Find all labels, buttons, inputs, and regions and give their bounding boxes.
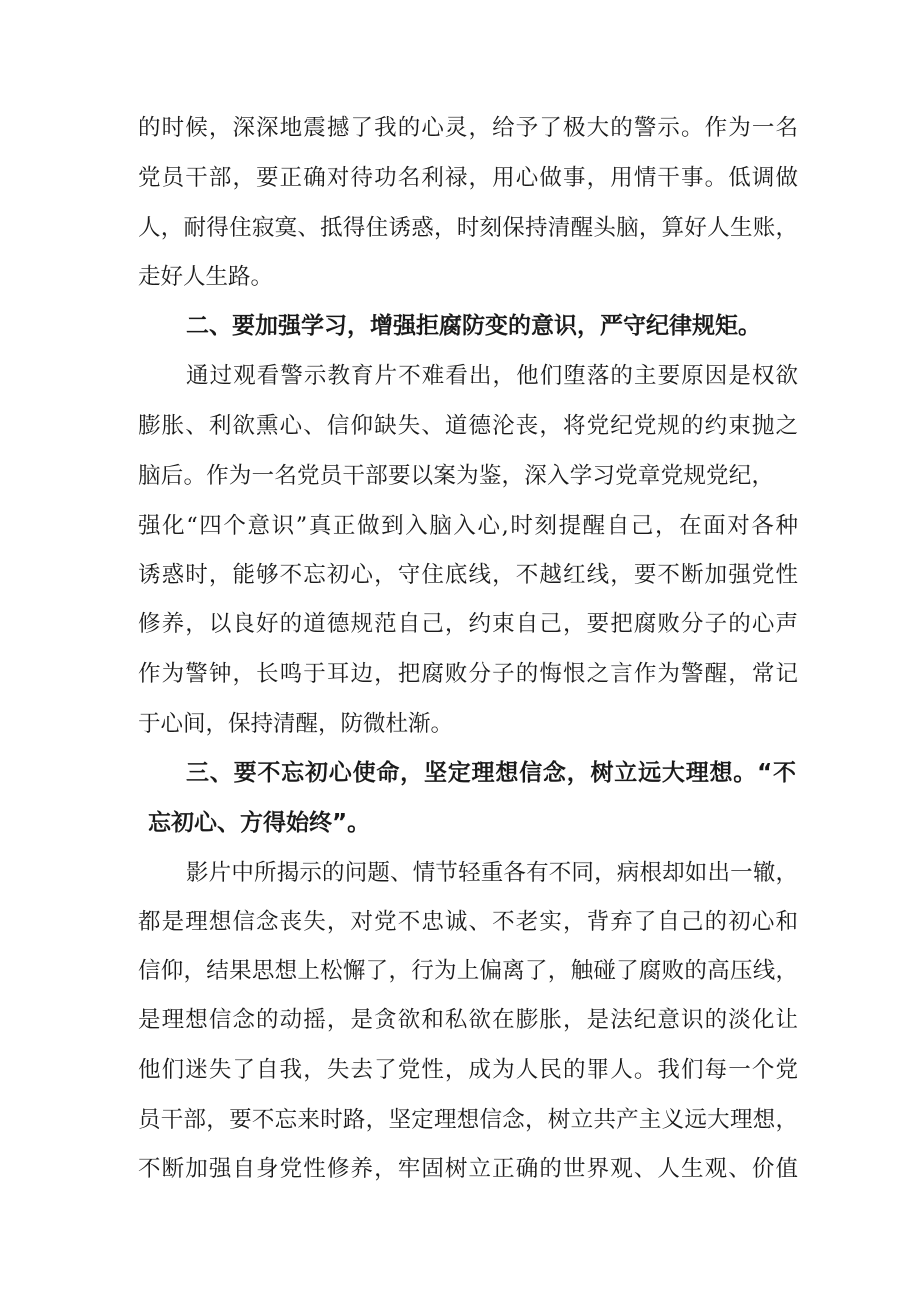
body-text-line: 膨胀、利欲熏心、信仰缺失、道德沦丧，将党纪党规的约束抛之 (138, 413, 798, 439)
body-text-line: 都是理想信念丧失，对党不忠诚、不老实，背弃了自己的初心和 (138, 909, 798, 935)
body-text-line: 人，耐得住寂寞、抵得住诱惑，时刻保持清醒头脑，算好人生账， (138, 215, 798, 241)
section-heading-3: 三、要不忘初心使命，坚定理想信念，树立远大理想。“不 (186, 760, 796, 786)
body-text-line: 员干部，要不忘来时路，坚定理想信念，树立共产主义远大理想， (138, 1107, 798, 1133)
body-text-line: 修养，以良好的道德规范自己，约束自己，要把腐败分子的心声 (138, 611, 798, 637)
body-text-line: 不断加强自身党性修养，牢固树立正确的世界观、人生观、价值 (138, 1156, 798, 1182)
body-text-line: 影片中所揭示的问题、情节轻重各有不同，病根却如出一辙， (186, 860, 798, 886)
body-text-line: 的时候，深深地震撼了我的心灵，给予了极大的警示。作为一名 (138, 115, 798, 141)
body-text-line: 于心间，保持清醒，防微杜渐。 (138, 711, 454, 737)
body-text-line: 诱惑时，能够不忘初心，守住底线，不越红线，要不断加强党性 (138, 562, 798, 588)
section-heading-3-continued: 忘初心、方得始终”。 (148, 810, 371, 836)
body-text-line: 信仰，结果思想上松懈了，行为上偏离了，触碰了腐败的高压线， (138, 958, 798, 984)
body-text-line: 脑后。作为一名党员干部要以案为鉴，深入学习党章党规党纪， (138, 463, 774, 489)
body-text-line: 强化“四个意识”真正做到入脑入心,时刻提醒自己，在面对各种 (138, 513, 798, 539)
section-heading-2: 二、要加强学习，增强拒腐防变的意识，严守纪律规矩。 (186, 313, 761, 339)
body-text-line: 作为警钟，长鸣于耳边，把腐败分子的悔恨之言作为警醒，常记 (138, 661, 798, 687)
body-text-line: 走好人生路。 (138, 264, 274, 290)
body-text-line: 他们迷失了自我，失去了党性，成为人民的罪人。我们每一个党 (138, 1057, 798, 1083)
body-text-line: 是理想信念的动摇，是贪欲和私欲在膨胀，是法纪意识的淡化让 (138, 1007, 798, 1033)
body-text-line: 党员干部，要正确对待功名利禄，用心做事，用情干事。低调做 (138, 165, 798, 191)
body-text-line: 通过观看警示教育片不难看出，他们堕落的主要原因是权欲 (186, 363, 798, 389)
